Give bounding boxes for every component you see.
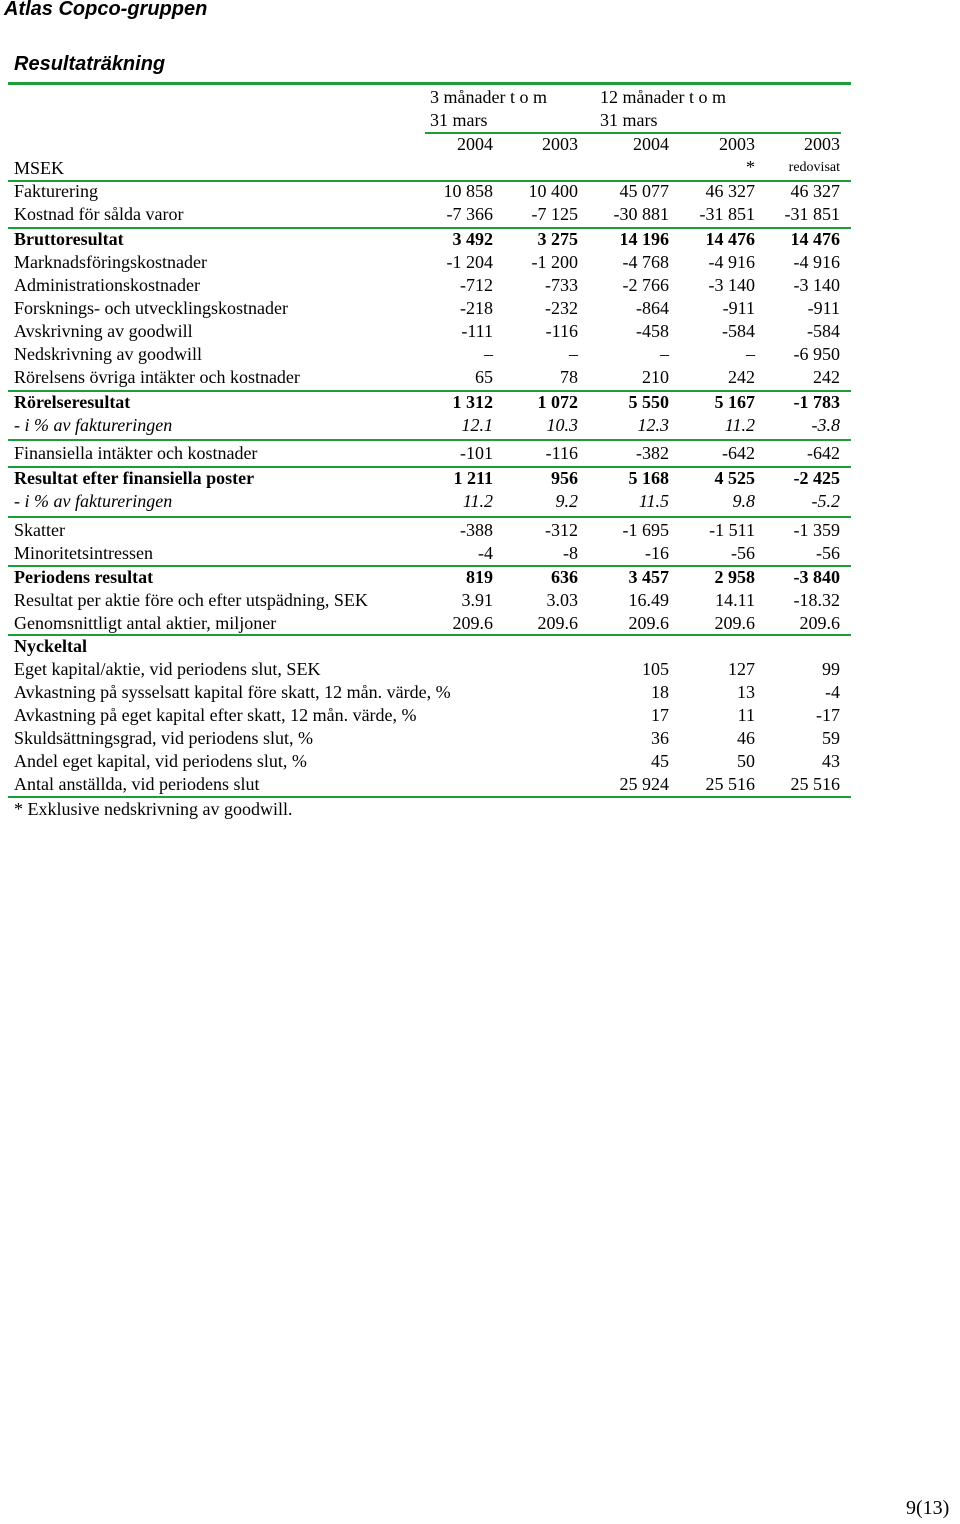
row-label: Bruttoresultat [14,229,124,249]
key-figure-value: 17 [651,705,669,725]
row-divider [768,796,850,798]
row-value: 14.11 [715,590,755,610]
row-value: 209.6 [537,613,578,633]
table-row [0,228,960,251]
row-value: -3 840 [793,567,840,587]
table-row [0,519,960,542]
col-4-note: * [746,157,755,177]
table-row [0,343,960,366]
row-value: 242 [728,367,755,387]
table-row [0,366,960,389]
year-col-2: 2003 [542,134,578,154]
key-figure-value: 105 [642,659,669,679]
key-figure-value: 25 516 [790,774,840,794]
key-figure-value: -4 [825,682,840,702]
table-row [0,589,960,612]
row-value: 12.3 [637,415,669,435]
row-value: -30 881 [613,204,669,224]
key-figure-value: 43 [822,751,840,771]
row-divider [8,634,851,636]
row-value: 242 [813,367,840,387]
row-value: 14 476 [790,229,840,249]
table-row [0,251,960,274]
row-label: Forsknings- och utvecklingskostnader [14,298,288,318]
row-value: 10.3 [546,415,578,435]
key-figure-label: Avkastning på sysselsatt kapital före skatt, 12 mån. värde, % [14,682,451,702]
row-value: 3.03 [546,590,578,610]
row-value: 3 275 [537,229,578,249]
table-row [0,612,960,635]
row-value: -31 851 [699,204,755,224]
row-value: 3 492 [452,229,493,249]
row-label: - i % av faktureringen [14,415,173,435]
key-figure-label: Antal anställda, vid periodens slut [14,774,260,794]
key-figure-value: 50 [737,751,755,771]
row-value: -5.2 [811,491,840,511]
row-value: -642 [722,443,755,463]
row-value: -6 950 [793,344,840,364]
row-value: -16 [645,543,669,563]
row-value: 1 211 [453,468,493,488]
key-figure-row [0,704,960,727]
row-value: -1 204 [446,252,493,272]
row-value: 11.2 [724,415,755,435]
key-figure-row [0,773,960,796]
row-value: 3 457 [628,567,669,587]
row-value: -388 [460,520,493,540]
key-figure-label: Andel eget kapital, vid periodens slut, % [14,751,307,771]
row-value: – [484,344,493,364]
header-3m-line2: 31 mars [430,110,488,130]
row-value: 4 525 [714,468,755,488]
row-label: - i % av faktureringen [14,491,173,511]
row-value: -1 511 [709,520,755,540]
row-value: -4 916 [708,252,755,272]
key-figure-value: 59 [822,728,840,748]
key-figure-value: 18 [651,682,669,702]
row-value: 16.49 [628,590,669,610]
row-value: 11.2 [462,491,493,511]
row-label: Resultat efter finansiella poster [14,468,255,488]
row-value: -111 [461,321,493,341]
row-divider [8,180,851,182]
row-value: -4 916 [793,252,840,272]
unit-label: MSEK [14,158,65,178]
key-figures-title: Nyckeltal [14,636,87,656]
row-value: -4 [478,543,493,563]
row-value: 46 327 [705,181,755,201]
row-value: -712 [460,275,493,295]
header-3m-line1: 3 månader t o m [430,87,547,107]
row-value: -911 [722,298,755,318]
key-figure-label: Avkastning på eget kapital efter skatt, 12 mån. värde, % [14,705,417,725]
page-number: 9(13) [906,1497,950,1519]
row-value: -2 766 [622,275,669,295]
row-value: -232 [545,298,578,318]
key-figure-value: 46 [737,728,755,748]
row-value: -2 425 [793,468,840,488]
row-value: 78 [560,367,578,387]
row-label: Minoritetsintressen [14,543,153,563]
row-value: 10 858 [443,181,493,201]
row-value: -56 [731,543,755,563]
row-value: -7 366 [446,204,493,224]
table-row [0,566,960,589]
row-divider [590,796,678,798]
key-figure-value: -17 [816,705,840,725]
table-row [0,274,960,297]
row-divider [8,516,851,518]
top-divider [8,82,851,85]
key-figure-row [0,658,960,681]
key-figure-row [0,750,960,773]
row-value: – [660,344,669,364]
row-value: -733 [545,275,578,295]
row-value: -116 [545,321,578,341]
key-figure-value: 36 [651,728,669,748]
row-value: 2 958 [714,567,755,587]
row-value: 14 196 [619,229,669,249]
row-value: -458 [636,321,669,341]
row-value: -1 783 [793,392,840,412]
row-divider [8,439,851,441]
key-figure-row [0,681,960,704]
key-figure-label: Eget kapital/aktie, vid periodens slut, SEK [14,659,321,679]
table-row [0,391,960,414]
key-figure-label: Skuldsättningsgrad, vid periodens slut, % [14,728,313,748]
row-value: -3 140 [793,275,840,295]
row-value: 209.6 [628,613,669,633]
row-value: 209.6 [714,613,755,633]
row-value: -3 140 [708,275,755,295]
row-value: 209.6 [799,613,840,633]
row-value: 5 550 [628,392,669,412]
row-label: Periodens resultat [14,567,154,587]
row-label: Administrationskostnader [14,275,200,295]
row-value: 45 077 [619,181,669,201]
year-note-row [0,156,960,179]
row-label: Finansiella intäkter och kostnader [14,443,258,463]
row-divider [682,796,764,798]
key-figure-value: 25 516 [705,774,755,794]
key-figure-value: 11 [737,705,755,725]
row-divider [8,565,851,567]
key-figure-value: 25 924 [619,774,669,794]
row-value: -642 [807,443,840,463]
header-12m-line2: 31 mars [600,110,658,130]
row-value: -56 [816,543,840,563]
row-label: Kostnad för sålda varor [14,204,184,224]
row-value: -312 [545,520,578,540]
row-label: Fakturering [14,181,98,201]
year-header-row [0,133,960,156]
row-label: Resultat per aktie före och efter utspädning, SEK [14,590,368,610]
row-divider [8,466,851,468]
company-name: Atlas Copco-gruppen [4,0,208,20]
table-row [0,442,960,465]
row-value: -3.8 [811,415,840,435]
row-value: -1 200 [531,252,578,272]
row-value: – [746,344,755,364]
row-value: – [569,344,578,364]
row-label: Rörelseresultat [14,392,131,412]
key-figure-value: 99 [822,659,840,679]
row-value: 3.91 [461,590,493,610]
row-label: Rörelsens övriga intäkter och kostnader [14,367,300,387]
row-value: -7 125 [531,204,578,224]
row-divider [8,227,851,229]
year-col-1: 2004 [457,134,493,154]
section-title: Resultaträkning [14,53,166,75]
row-label: Marknadsföringskostnader [14,252,207,272]
row-value: -18.32 [793,590,840,610]
footnote: * Exklusive nedskrivning av goodwill. [14,799,293,819]
table-row [0,320,960,343]
row-value: 1 072 [537,392,578,412]
row-value: -101 [460,443,493,463]
table-row [0,297,960,320]
row-divider [425,132,841,134]
row-value: 210 [642,367,669,387]
row-value: -218 [460,298,493,318]
table-row [0,490,960,513]
table-row [0,414,960,437]
row-value: 956 [551,468,578,488]
table-row [0,203,960,226]
row-label: Genomsnittligt antal aktier, miljoner [14,613,277,633]
row-value: -382 [636,443,669,463]
row-value: 65 [475,367,493,387]
table-row [0,180,960,203]
row-value: -116 [545,443,578,463]
col-5-note: redovisat [788,160,840,175]
row-value: 819 [466,567,493,587]
row-value: 14 476 [705,229,755,249]
row-value: 10 400 [528,181,578,201]
row-value: -911 [807,298,840,318]
row-divider [497,796,578,798]
row-value: -4 768 [622,252,669,272]
year-col-3: 2004 [633,134,669,154]
key-figure-value: 127 [728,659,755,679]
row-value: 1 312 [452,392,493,412]
row-value: -584 [722,321,755,341]
row-label: Skatter [14,520,65,540]
row-value: 209.6 [452,613,493,633]
row-divider [420,796,493,798]
row-value: 11.5 [638,491,669,511]
row-value: 9.2 [555,491,578,511]
row-value: 5 167 [714,392,755,412]
row-value: 12.1 [461,415,493,435]
row-value: -864 [636,298,669,318]
row-value: -8 [563,543,578,563]
row-value: 636 [551,567,578,587]
row-value: -31 851 [784,204,840,224]
row-value: 5 168 [628,468,669,488]
year-col-4: 2003 [719,134,755,154]
key-figure-value: 45 [651,751,669,771]
key-figure-value: 13 [737,682,755,702]
row-label: Nedskrivning av goodwill [14,344,202,364]
row-label: Avskrivning av goodwill [14,321,193,341]
row-value: -1 359 [793,520,840,540]
row-value: -584 [807,321,840,341]
year-col-5: 2003 [804,134,840,154]
table-row [0,542,960,565]
key-figure-row [0,727,960,750]
row-value: 9.8 [732,491,755,511]
table-row [0,467,960,490]
header-12m-line1: 12 månader t o m [600,87,726,107]
row-divider [8,390,851,392]
row-value: -1 695 [622,520,669,540]
row-value: 46 327 [790,181,840,201]
